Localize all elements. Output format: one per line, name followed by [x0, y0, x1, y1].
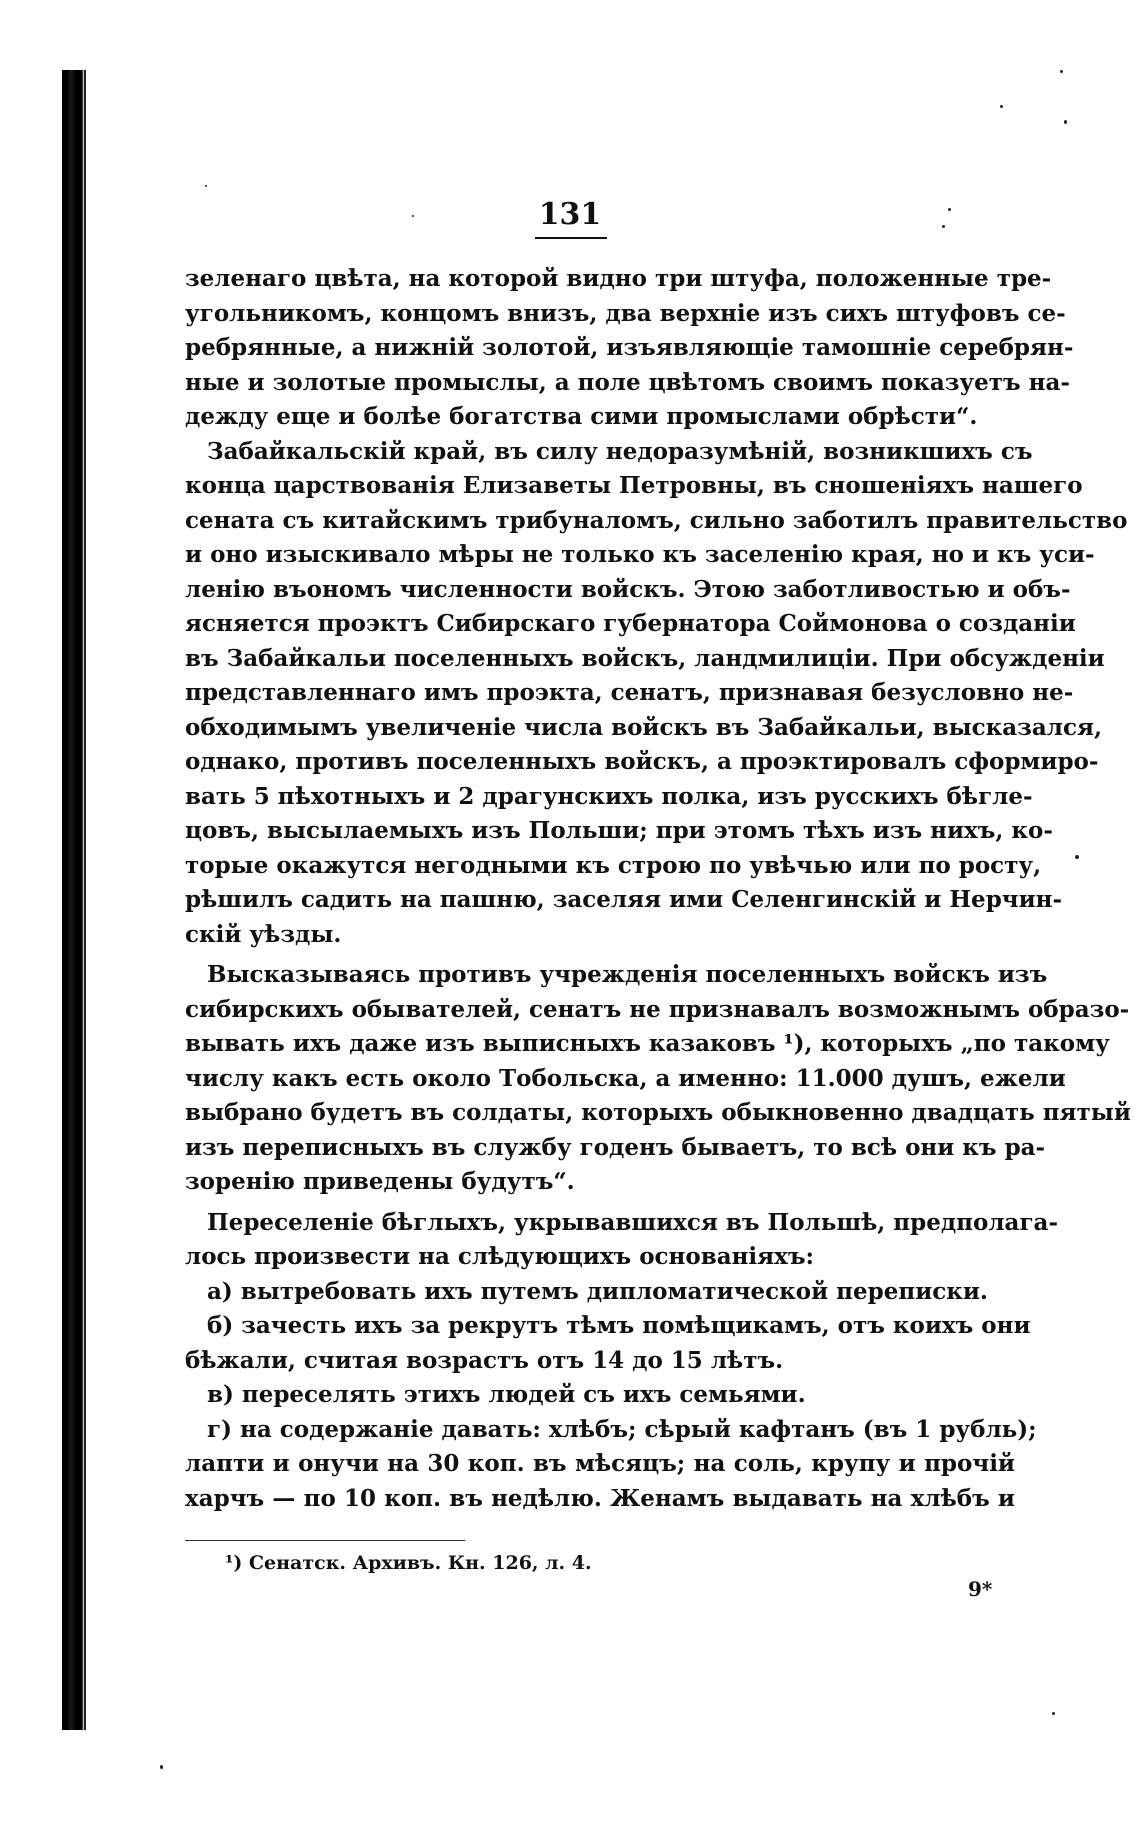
footnote: ¹) Сенатск. Архивъ. Кн. 126, л. 4.	[225, 1552, 592, 1574]
text-line: ребрянные, а нижній золотой, изъявляющіе тамошніе серебрян-	[185, 334, 1074, 361]
page-number-underline	[535, 237, 607, 239]
text-line: Высказываясь противъ учрежденія поселенныхъ войскъ изъ	[207, 961, 1048, 988]
list-item-continuation: харчъ — по 10 коп. въ недѣлю. Женамъ выдавать на хлѣбъ и	[185, 1484, 1015, 1512]
text-line: ленію въономъ численности войскъ. Этою заботливостью и объ-	[185, 575, 1071, 603]
footnote-separator	[185, 1540, 465, 1541]
text-line: лось произвести на слѣдующихъ основаніяхъ:	[185, 1243, 815, 1270]
text-line: Переселеніе бѣглыхъ, укрывавшихся въ Польшѣ, предполага-	[207, 1208, 1058, 1236]
text-line: рѣшилъ садить на пашню, заселяя ими Селенгинскій и Нерчин-	[185, 886, 1063, 913]
page-number: 131	[538, 197, 602, 232]
body-text	[185, 262, 1131, 1516]
list-item-continuation: бѣжали, считая возрастъ отъ 14 до 15 лѣтъ.	[185, 1346, 784, 1374]
text-line: дежду еще и болѣе богатства сими промыслами обрѣсти“.	[185, 403, 978, 430]
text-line: скій уѣзды.	[185, 920, 342, 948]
list-item: б) зачесть ихъ за рекрутъ тѣмъ помѣщикамъ, отъ коихъ они	[207, 1312, 1031, 1339]
text-line: сената съ китайскимъ трибуналомъ, сильно заботилъ правительство	[185, 506, 1128, 534]
list-item-continuation: лапти и онучи на 30 коп. въ мѣсяцъ; на соль, крупу и прочій	[185, 1450, 1015, 1477]
text-line: изъ переписныхъ въ службу годенъ бываетъ, то всѣ они къ ра-	[185, 1133, 1046, 1161]
text-line: выбрано будетъ въ солдаты, которыхъ обыкновенно двадцать пятый	[185, 1099, 1131, 1126]
text-line: угольникомъ, концомъ внизъ, два верхніе изъ сихъ штуфовъ се-	[185, 299, 1066, 327]
text-line: вывать ихъ даже изъ выписныхъ казаковъ ¹), которыхъ „по такому	[185, 1030, 1110, 1057]
text-line: и оно изыскивало мѣры не только къ заселенію края, но и къ уси-	[185, 541, 1095, 568]
text-line: вать 5 пѣхотныхъ и 2 драгунскихъ полка, изъ русскихъ бѣгле-	[185, 782, 1033, 810]
text-line: ясняется проэктъ Сибирскаго губернатора Соймонова о созданіи	[185, 610, 1076, 637]
text-line: конца царствованія Елизаветы Петровны, въ сношеніяхъ нашего	[185, 472, 1083, 499]
text-line: торые окажутся негодными къ строю по увѣчью или по росту,	[185, 851, 1042, 879]
text-line: Забайкальскій край, въ силу недоразумѣній, возникшихъ съ	[207, 437, 1033, 465]
signature-mark: 9*	[968, 1577, 993, 1601]
list-item: а) вытребовать ихъ путемъ дипломатической переписки.	[207, 1277, 988, 1305]
text-line: зоренію приведены будутъ“.	[185, 1168, 575, 1195]
list-item: г) на содержаніе давать: хлѣбъ; сѣрый кафтанъ (въ 1 рубль);	[207, 1415, 1037, 1443]
text-line: въ Забайкальи поселенныхъ войскъ, ландмилиціи. При обсужденіи	[185, 644, 1105, 672]
list-item: в) переселять этихъ людей съ ихъ семьями.	[207, 1381, 806, 1408]
binding-edge-shadow	[62, 70, 84, 1730]
text-line: цовъ, высылаемыхъ изъ Польши; при этомъ тѣхъ изъ нихъ, ко-	[185, 817, 1053, 844]
text-line: представленнаго имъ проэкта, сенатъ, признавая безусловно не-	[185, 679, 1074, 706]
text-line: сибирскихъ обывателей, сенатъ не признавалъ возможнымъ образо-	[185, 995, 1130, 1023]
text-line: обходимымъ увеличеніе числа войскъ въ Забайкальи, высказался,	[185, 713, 1102, 741]
text-line: зеленаго цвѣта, на которой видно три штуфа, положенные тре-	[185, 265, 1052, 292]
text-line: однако, противъ поселенныхъ войскъ, а проэктировалъ сформиро-	[185, 748, 1099, 775]
binding-edge-line	[84, 70, 86, 1730]
text-line: числу какъ есть около Тобольска, а именно: 11.000 душъ, ежели	[185, 1064, 1066, 1092]
text-line: ные и золотые промыслы, а поле цвѣтомъ своимъ показуетъ на-	[185, 368, 1070, 396]
